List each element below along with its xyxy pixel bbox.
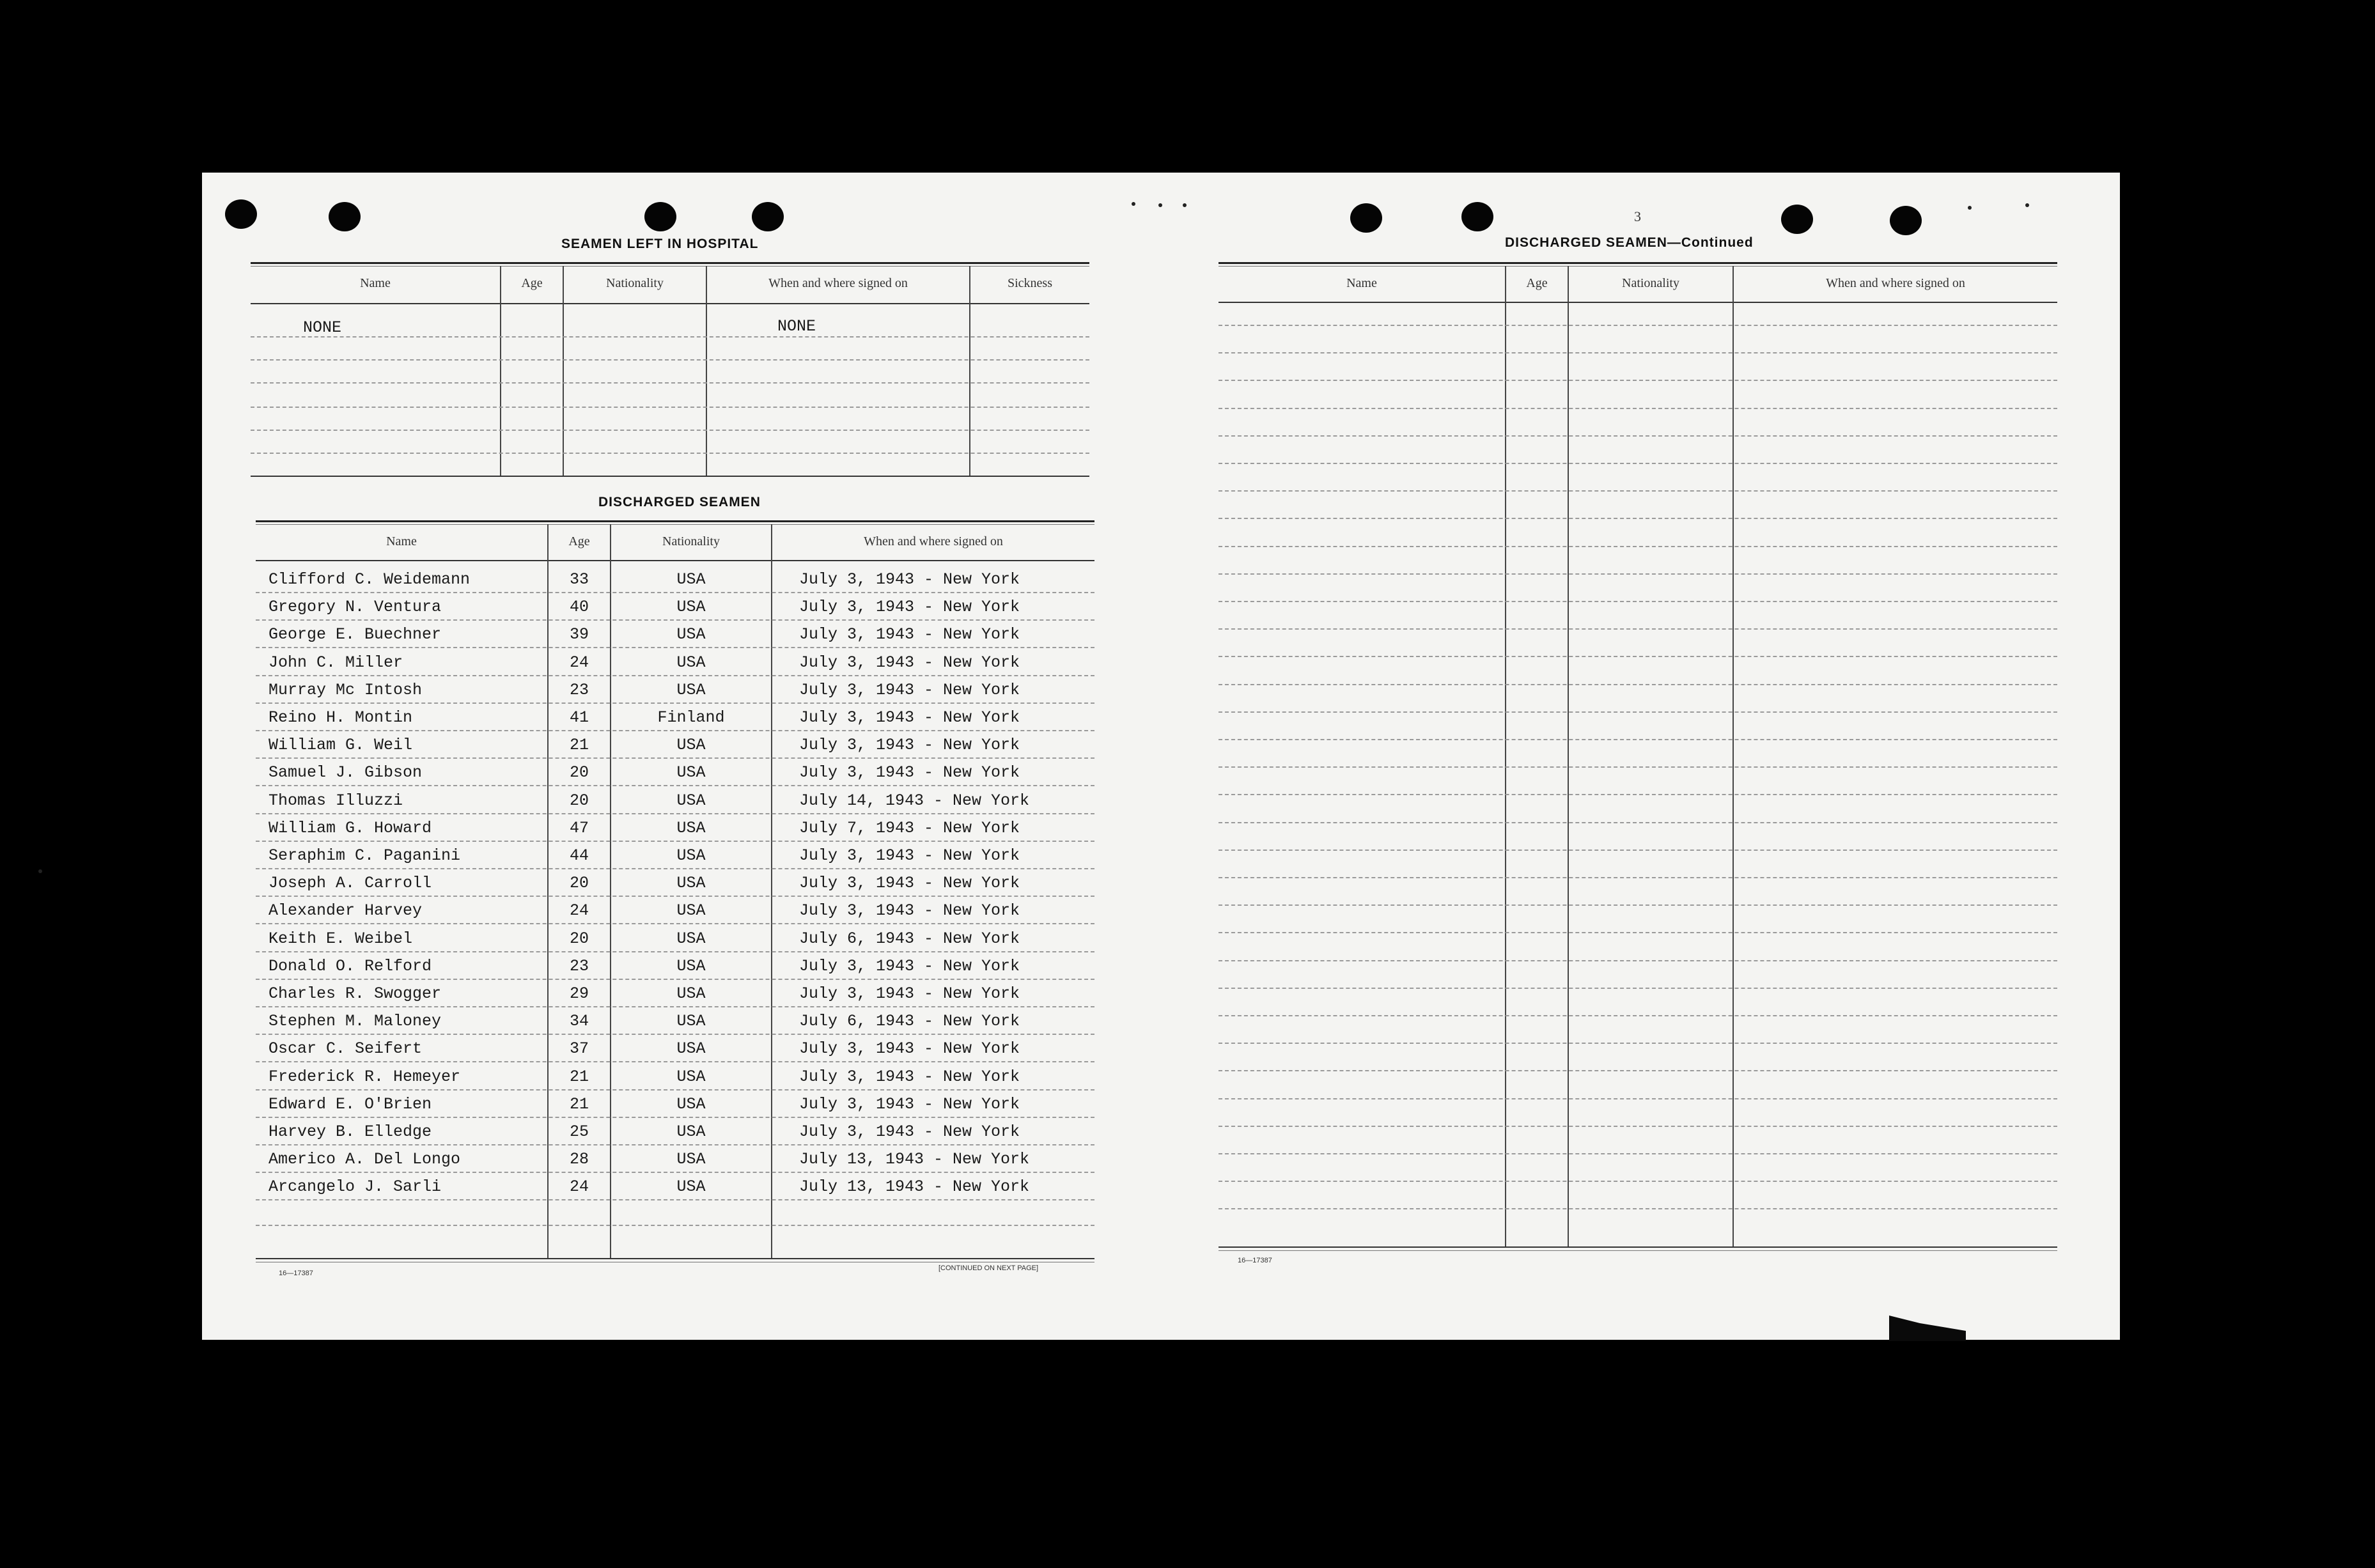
seaman-signed: July 3, 1943 - New York (799, 1067, 1020, 1086)
seaman-nationality: USA (676, 736, 706, 754)
row-line (1219, 877, 2057, 878)
page-number: 3 (1634, 208, 1641, 224)
seaman-signed: July 3, 1943 - New York (799, 984, 1020, 1003)
row-line (1219, 794, 2057, 795)
seaman-name: Murray Mc Intosh (269, 681, 423, 699)
rule (256, 560, 1094, 561)
row-line (251, 382, 1089, 384)
seaman-nationality: USA (676, 653, 706, 672)
row-line (251, 453, 1089, 454)
seaman-nationality: USA (676, 1095, 706, 1114)
seaman-nationality: USA (676, 681, 706, 699)
seaman-signed: July 3, 1943 - New York (799, 1039, 1020, 1058)
seaman-nationality: USA (676, 874, 706, 892)
seaman-name: Joseph A. Carroll (269, 874, 432, 892)
speck (1183, 203, 1187, 207)
row-line (1219, 325, 2057, 326)
seaman-signed: July 13, 1943 - New York (799, 1177, 1030, 1196)
discharged-section-title: DISCHARGED SEAMEN (598, 495, 761, 509)
row-line (251, 336, 1089, 338)
seaman-age: 44 (569, 846, 589, 865)
seaman-age: 23 (569, 957, 589, 975)
row-line (1219, 711, 2057, 713)
seaman-name: Gregory N. Ventura (269, 598, 442, 616)
seaman-nationality: USA (676, 819, 706, 837)
hospital-section-title: SEAMEN LEFT IN HOSPITAL (561, 237, 759, 251)
row-line (256, 757, 1094, 759)
punch-hole (225, 199, 257, 229)
seaman-name: Arcangelo J. Sarli (269, 1177, 442, 1196)
seaman-name: Harvey B. Elledge (269, 1122, 432, 1141)
row-line (256, 1225, 1094, 1226)
seaman-signed: July 3, 1943 - New York (799, 874, 1020, 892)
seaman-signed: July 6, 1943 - New York (799, 929, 1020, 948)
seaman-age: 21 (569, 736, 589, 754)
rule (251, 262, 1089, 264)
seaman-signed: July 3, 1943 - New York (799, 957, 1020, 975)
seaman-nationality: USA (676, 929, 706, 948)
row-line (256, 592, 1094, 593)
speck (2025, 203, 2029, 207)
row-line (256, 896, 1094, 897)
seaman-nationality: Finland (657, 708, 725, 727)
row-line (256, 1172, 1094, 1173)
seaman-age: 24 (569, 901, 589, 920)
row-line (1219, 1015, 2057, 1016)
rule (256, 520, 1094, 522)
row-line (256, 979, 1094, 980)
seaman-name: Samuel J. Gibson (269, 763, 423, 782)
seaman-nationality: USA (676, 984, 706, 1003)
seaman-name: Frederick R. Hemeyer (269, 1067, 461, 1086)
row-line (1219, 850, 2057, 851)
punch-hole (752, 202, 784, 231)
rule (251, 266, 1089, 267)
row-line (1219, 408, 2057, 409)
seaman-age: 23 (569, 681, 589, 699)
speck (1158, 203, 1162, 207)
document-sheet (202, 173, 2120, 1340)
right-header-name: Name (1346, 276, 1377, 290)
row-line (1219, 822, 2057, 823)
row-line (1219, 1043, 2057, 1044)
row-line (1219, 1153, 2057, 1154)
row-line (256, 923, 1094, 924)
seaman-signed: July 3, 1943 - New York (799, 625, 1020, 644)
row-line (1219, 490, 2057, 492)
seaman-age: 34 (569, 1012, 589, 1030)
seaman-age: 37 (569, 1039, 589, 1058)
hospital-header-signed: When and where signed on (768, 276, 908, 290)
seaman-nationality: USA (676, 625, 706, 644)
seaman-signed: July 3, 1943 - New York (799, 598, 1020, 616)
seaman-name: Reino H. Montin (269, 708, 413, 727)
seaman-nationality: USA (676, 1067, 706, 1086)
rule (1219, 1250, 2057, 1251)
seaman-signed: July 3, 1943 - New York (799, 570, 1020, 589)
col-divider (706, 266, 707, 477)
row-line (1219, 380, 2057, 381)
punch-hole (644, 202, 676, 231)
row-line (1219, 435, 2057, 437)
row-line (1219, 1070, 2057, 1071)
row-line (256, 619, 1094, 621)
right-header-signed: When and where signed on (1826, 276, 1965, 290)
col-divider (771, 524, 772, 1259)
seaman-age: 25 (569, 1122, 589, 1141)
row-line (256, 1117, 1094, 1118)
seaman-name: Edward E. O'Brien (269, 1095, 432, 1114)
right-header-nationality: Nationality (1622, 276, 1679, 290)
discharged-header-signed: When and where signed on (864, 534, 1003, 548)
seaman-age: 21 (569, 1095, 589, 1114)
seaman-nationality: USA (676, 901, 706, 920)
seaman-nationality: USA (676, 570, 706, 589)
left-form-number: 16—17387 (279, 1269, 313, 1277)
row-line (256, 1006, 1094, 1007)
row-line (256, 841, 1094, 842)
seaman-age: 20 (569, 791, 589, 810)
row-line (1219, 1208, 2057, 1209)
row-line (256, 868, 1094, 869)
seaman-nationality: USA (676, 1150, 706, 1168)
hospital-entry-name: NONE (303, 318, 342, 337)
seaman-age: 40 (569, 598, 589, 616)
continued-section-title: DISCHARGED SEAMEN—Continued (1505, 235, 1754, 250)
seaman-signed: July 3, 1943 - New York (799, 653, 1020, 672)
seaman-name: Stephen M. Maloney (269, 1012, 442, 1030)
row-line (1219, 932, 2057, 933)
seaman-signed: July 3, 1943 - New York (799, 901, 1020, 920)
punch-hole (1781, 205, 1813, 234)
seaman-signed: July 3, 1943 - New York (799, 1122, 1020, 1141)
row-line (1219, 546, 2057, 547)
col-divider (969, 266, 970, 477)
seaman-signed: July 6, 1943 - New York (799, 1012, 1020, 1030)
rule (256, 524, 1094, 525)
row-line (1219, 573, 2057, 575)
row-line (1219, 684, 2057, 685)
punch-hole (1890, 206, 1922, 235)
seaman-age: 24 (569, 1177, 589, 1196)
seaman-age: 20 (569, 929, 589, 948)
seaman-age: 29 (569, 984, 589, 1003)
seaman-signed: July 3, 1943 - New York (799, 846, 1020, 865)
seaman-signed: July 13, 1943 - New York (799, 1150, 1030, 1168)
col-divider (563, 266, 564, 477)
row-line (1219, 960, 2057, 961)
col-divider (1733, 266, 1734, 1248)
seaman-signed: July 3, 1943 - New York (799, 708, 1020, 727)
seaman-nationality: USA (676, 791, 706, 810)
hospital-header-sickness: Sickness (1008, 276, 1052, 290)
row-line (1219, 601, 2057, 602)
row-line (251, 407, 1089, 408)
punch-hole (1350, 203, 1382, 233)
row-line (256, 1144, 1094, 1145)
continued-note: [CONTINUED ON NEXT PAGE] (938, 1264, 1039, 1272)
row-line (256, 1199, 1094, 1200)
row-line (1219, 518, 2057, 519)
discharged-header-name: Name (386, 534, 417, 548)
row-line (1219, 988, 2057, 989)
seaman-signed: July 7, 1943 - New York (799, 819, 1020, 837)
seaman-nationality: USA (676, 957, 706, 975)
row-line (256, 1034, 1094, 1035)
hospital-header-name: Name (360, 276, 391, 290)
seaman-signed: July 3, 1943 - New York (799, 681, 1020, 699)
row-line (256, 785, 1094, 786)
row-line (1219, 1181, 2057, 1182)
row-line (256, 675, 1094, 676)
row-line (1219, 628, 2057, 630)
seaman-name: William G. Weil (269, 736, 413, 754)
seaman-age: 47 (569, 819, 589, 837)
seaman-age: 39 (569, 625, 589, 644)
rule (1219, 1246, 2057, 1248)
hospital-header-nationality: Nationality (606, 276, 664, 290)
seaman-name: Thomas Illuzzi (269, 791, 403, 810)
seaman-name: Clifford C. Weidemann (269, 570, 471, 589)
seaman-signed: July 3, 1943 - New York (799, 1095, 1020, 1114)
row-line (1219, 463, 2057, 464)
rule (1219, 262, 2057, 264)
row-line (256, 647, 1094, 648)
seaman-name: William G. Howard (269, 819, 432, 837)
seaman-nationality: USA (676, 1012, 706, 1030)
seaman-name: Charles R. Swogger (269, 984, 442, 1003)
seaman-age: 21 (569, 1067, 589, 1086)
row-line (251, 430, 1089, 431)
seaman-age: 24 (569, 653, 589, 672)
row-line (1219, 656, 2057, 657)
seaman-nationality: USA (676, 1039, 706, 1058)
rule (256, 1258, 1094, 1259)
row-line (1219, 904, 2057, 906)
right-header-age: Age (1526, 276, 1548, 290)
seaman-nationality: USA (676, 846, 706, 865)
seaman-signed: July 14, 1943 - New York (799, 791, 1030, 810)
hospital-header-age: Age (521, 276, 543, 290)
seaman-nationality: USA (676, 1122, 706, 1141)
seaman-name: Americo A. Del Longo (269, 1150, 461, 1168)
row-line (1219, 739, 2057, 740)
seaman-name: Alexander Harvey (269, 901, 423, 920)
speck (1968, 206, 1972, 210)
rule (251, 476, 1089, 477)
right-form-number: 16—17387 (1238, 1257, 1272, 1264)
discharged-header-age: Age (568, 534, 590, 548)
hospital-entry-signed: NONE (777, 317, 816, 336)
seaman-name: Keith E. Weibel (269, 929, 413, 948)
row-line (256, 1061, 1094, 1062)
seaman-nationality: USA (676, 1177, 706, 1196)
seaman-name: Seraphim C. Paganini (269, 846, 461, 865)
seaman-signed: July 3, 1943 - New York (799, 736, 1020, 754)
seaman-age: 20 (569, 763, 589, 782)
col-divider (1505, 266, 1506, 1248)
seaman-signed: July 3, 1943 - New York (799, 763, 1020, 782)
rule (1219, 302, 2057, 303)
col-divider (500, 266, 501, 477)
row-line (256, 702, 1094, 704)
row-line (1219, 766, 2057, 768)
rule (251, 303, 1089, 304)
punch-hole (1461, 202, 1493, 231)
seaman-age: 28 (569, 1150, 589, 1168)
row-line (1219, 1098, 2057, 1099)
seaman-name: Oscar C. Seifert (269, 1039, 423, 1058)
speck (38, 869, 42, 873)
seaman-age: 41 (569, 708, 589, 727)
row-line (251, 359, 1089, 361)
discharged-header-nationality: Nationality (662, 534, 720, 548)
seaman-nationality: USA (676, 763, 706, 782)
rule (1219, 266, 2057, 267)
row-line (256, 813, 1094, 814)
speck (1132, 202, 1135, 206)
seaman-nationality: USA (676, 598, 706, 616)
seaman-age: 33 (569, 570, 589, 589)
seaman-age: 20 (569, 874, 589, 892)
row-line (1219, 352, 2057, 353)
seaman-name: George E. Buechner (269, 625, 442, 644)
row-line (256, 951, 1094, 952)
seaman-name: John C. Miller (269, 653, 403, 672)
punch-hole (329, 202, 361, 231)
col-divider (1568, 266, 1569, 1248)
seaman-name: Donald O. Relford (269, 957, 432, 975)
row-line (256, 1089, 1094, 1091)
row-line (256, 730, 1094, 731)
row-line (1219, 1126, 2057, 1127)
